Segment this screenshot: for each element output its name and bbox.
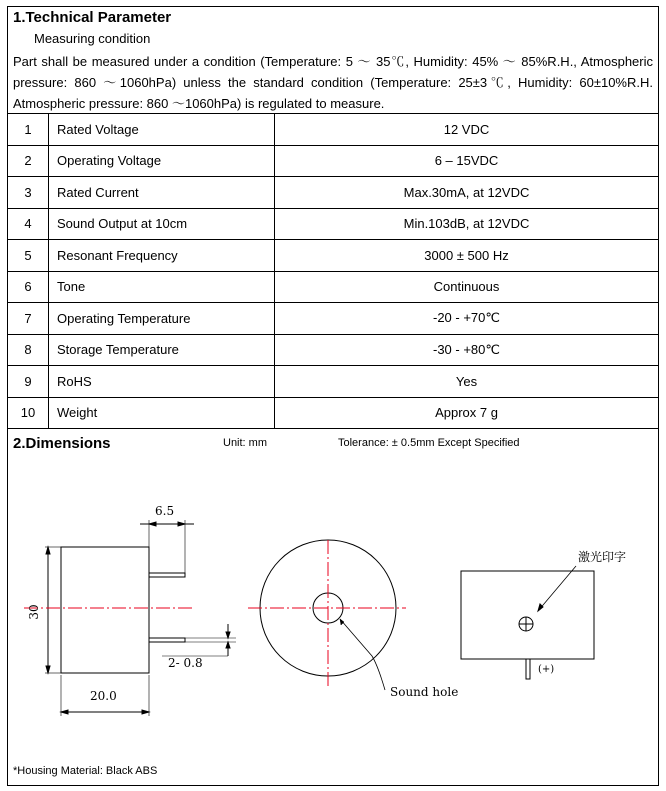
buzzer-bottom-outline bbox=[461, 571, 594, 659]
pin-length-label: 6.5 bbox=[155, 504, 175, 518]
row-number: 6 bbox=[8, 271, 49, 303]
row-number: 9 bbox=[8, 366, 49, 398]
tolerance-label: Tolerance: ± 0.5mm Except Specified bbox=[338, 437, 520, 449]
side-view bbox=[24, 520, 236, 716]
laser-mark-leader bbox=[538, 566, 576, 611]
buzzer-body-outline bbox=[61, 547, 149, 673]
parameter-name: Weight bbox=[49, 397, 275, 429]
polarity-label: (+) bbox=[538, 664, 555, 675]
row-number: 10 bbox=[8, 397, 49, 429]
row-number: 2 bbox=[8, 145, 49, 177]
parameter-name: Rated Current bbox=[49, 177, 275, 209]
parameter-value: -30 - +80℃ bbox=[275, 334, 659, 366]
parameter-value: 3000 ± 500 Hz bbox=[275, 240, 659, 272]
parameter-name: Operating Voltage bbox=[49, 145, 275, 177]
sound-hole-label: Sound hole bbox=[390, 685, 459, 699]
top-view bbox=[248, 540, 406, 690]
row-number: 7 bbox=[8, 303, 49, 335]
row-number: 1 bbox=[8, 114, 49, 146]
row-number: 5 bbox=[8, 240, 49, 272]
parameter-name: RoHS bbox=[49, 366, 275, 398]
parameter-value: 12 VDC bbox=[275, 114, 659, 146]
pin-upper bbox=[149, 573, 185, 577]
housing-material-note: *Housing Material: Black ABS bbox=[13, 765, 158, 777]
row-number: 4 bbox=[8, 208, 49, 240]
parameter-name: Resonant Frequency bbox=[49, 240, 275, 272]
body-length-label: 20.0 bbox=[90, 689, 117, 703]
unit-label: Unit: mm bbox=[223, 437, 267, 449]
section-2-title: 2.Dimensions bbox=[13, 435, 111, 452]
height-label: 30 bbox=[27, 604, 41, 620]
section-1-title: 1.Technical Parameter bbox=[13, 9, 172, 26]
pin-diameter-label: 2- 0.8 bbox=[168, 656, 203, 670]
bottom-view bbox=[461, 566, 594, 679]
row-number: 8 bbox=[8, 334, 49, 366]
parameter-value: Continuous bbox=[275, 271, 659, 303]
parameter-name: Sound Output at 10cm bbox=[49, 208, 275, 240]
parameter-name: Operating Temperature bbox=[49, 303, 275, 335]
row-number: 3 bbox=[8, 177, 49, 209]
pin-lower bbox=[149, 638, 185, 642]
parameter-value: 6 – 15VDC bbox=[275, 145, 659, 177]
parameter-value: Min.103dB, at 12VDC bbox=[275, 208, 659, 240]
parameter-value: Max.30mA, at 12VDC bbox=[275, 177, 659, 209]
parameter-value: -20 - +70℃ bbox=[275, 303, 659, 335]
parameter-name: Storage Temperature bbox=[49, 334, 275, 366]
parameter-name: Rated Voltage bbox=[49, 114, 275, 146]
parameter-value: Yes bbox=[275, 366, 659, 398]
laser-mark-label: 激光印字 bbox=[578, 550, 627, 564]
measuring-condition-subtitle: Measuring condition bbox=[34, 31, 151, 46]
measuring-condition-paragraph: Part shall be measured under a condition (Temperature: 5 ～ 35℃, Humidity: 45% ～ 85%R.H., Atmospheric pressure: 860 ～1060hPa) unless the standard condition (Temperature: 25±3℃, Humidity: 60±10%R.H. Atmospheric pressure: 860 ～1060hPa) is regulated to measure. bbox=[13, 54, 653, 111]
parameter-name: Tone bbox=[49, 271, 275, 303]
parameter-value: Approx 7 g bbox=[275, 397, 659, 429]
positive-pin bbox=[526, 659, 530, 679]
